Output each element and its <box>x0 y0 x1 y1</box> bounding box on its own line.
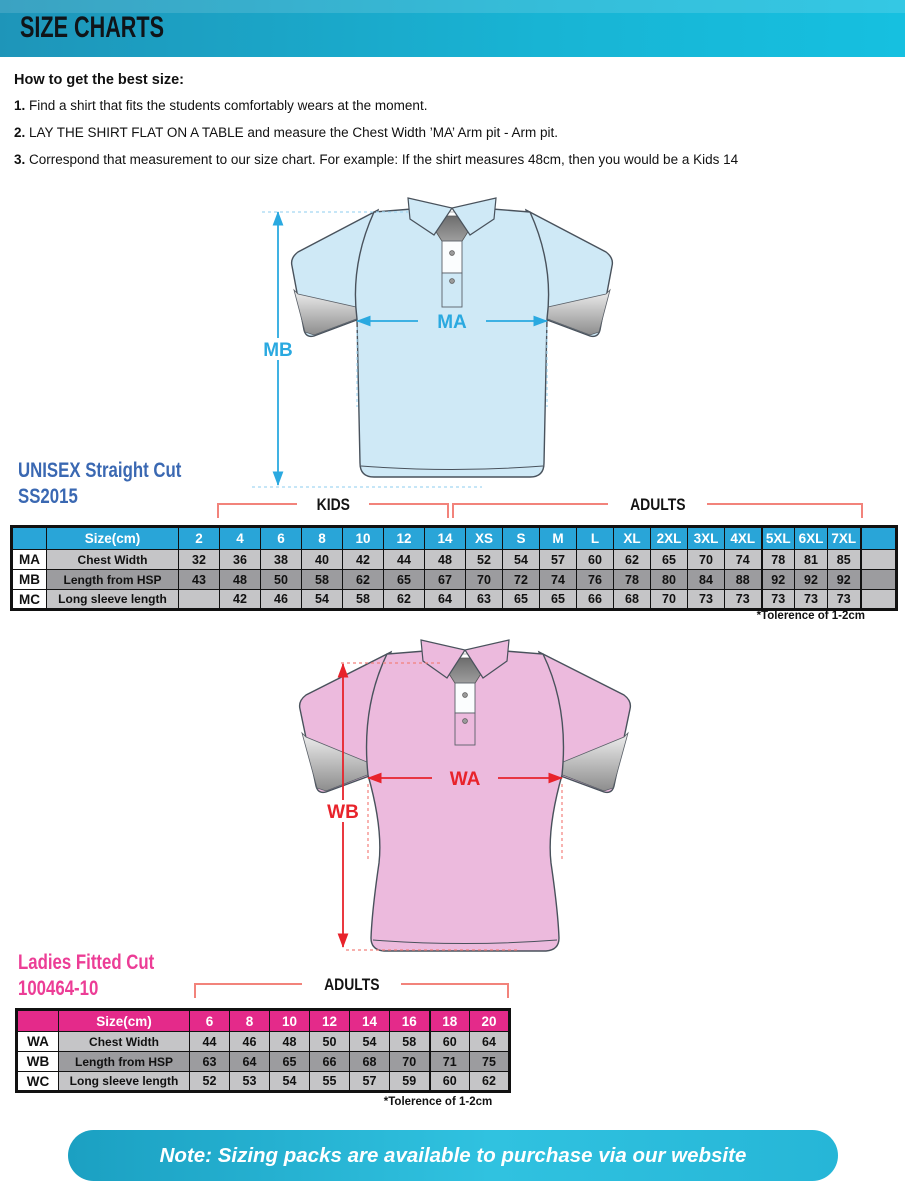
size-col-header: S <box>503 527 540 550</box>
value-cell: 52 <box>190 1072 230 1092</box>
instruction-step-2 <box>14 125 874 140</box>
table-row-WB <box>17 1052 510 1072</box>
value-cell: 59 <box>390 1072 430 1092</box>
table-row-WC <box>17 1072 510 1092</box>
value-cell: 50 <box>261 570 302 590</box>
button <box>450 279 455 284</box>
value-cell: 76 <box>577 570 614 590</box>
bracket-adults <box>452 495 863 518</box>
value-cell: 67 <box>425 570 466 590</box>
unisex-product-title <box>18 458 181 510</box>
step-text: LAY THE SHIRT FLAT ON A TABLE and measure the Chest Width ’MA’ Arm pit - Arm pit. <box>25 125 558 140</box>
value-cell: 63 <box>190 1052 230 1072</box>
chest-width-label: WA <box>449 769 481 790</box>
size-col-header: 7XL <box>828 527 861 550</box>
placket <box>442 241 462 273</box>
value-cell: 73 <box>828 590 861 610</box>
value-cell: 44 <box>190 1032 230 1052</box>
table-row-MA <box>12 550 897 570</box>
product-name: Ladies Fitted Cut <box>18 951 155 974</box>
row-key-cell: MA <box>12 550 47 570</box>
row-label-cell: Length from HSP <box>59 1052 190 1072</box>
button <box>450 251 455 256</box>
step-number: 3. <box>14 152 26 167</box>
row-label-cell: Chest Width <box>59 1032 190 1052</box>
row-key-cell: WA <box>17 1032 59 1052</box>
trailing-header-cell <box>861 527 897 550</box>
value-cell: 46 <box>230 1032 270 1052</box>
value-cell: 78 <box>762 550 795 570</box>
trailing-cell <box>861 590 897 610</box>
value-cell: 84 <box>688 570 725 590</box>
trailing-cell <box>861 550 897 570</box>
size-col-header: 5XL <box>762 527 795 550</box>
table-row-WA <box>17 1032 510 1052</box>
table-row-MC <box>12 590 897 610</box>
size-col-header: 2XL <box>651 527 688 550</box>
value-cell: 68 <box>614 590 651 610</box>
value-cell: 60 <box>577 550 614 570</box>
value-cell: 66 <box>577 590 614 610</box>
chest-width-label: MA <box>437 312 467 333</box>
value-cell: 48 <box>425 550 466 570</box>
size-col-header: 8 <box>230 1010 270 1032</box>
size-col-header: 2 <box>179 527 220 550</box>
value-cell: 70 <box>466 570 503 590</box>
product-code: SS2015 <box>18 485 78 508</box>
placket <box>455 683 475 713</box>
length-label: MB <box>263 340 293 361</box>
size-col-header: 12 <box>384 527 425 550</box>
value-cell: 74 <box>540 570 577 590</box>
button <box>463 693 468 698</box>
bracket-line <box>707 503 863 518</box>
value-cell: 58 <box>390 1032 430 1052</box>
value-cell: 72 <box>503 570 540 590</box>
size-col-header: 8 <box>302 527 343 550</box>
group-label-adults: ADULTS <box>629 495 686 514</box>
size-col-header: 20 <box>470 1010 510 1032</box>
value-cell: 62 <box>470 1072 510 1092</box>
size-col-header: L <box>577 527 614 550</box>
row-label-cell: Long sleeve length <box>59 1072 190 1092</box>
step-text: Correspond that measurement to our size chart. For example: If the shirt measures 48cm, then you would be a Kids 14 <box>25 152 739 167</box>
ladies-product-title <box>18 950 154 1002</box>
instructions <box>14 72 874 179</box>
value-cell: 73 <box>762 590 795 610</box>
value-cell: 57 <box>540 550 577 570</box>
value-cell: 60 <box>430 1032 470 1052</box>
row-key-cell: MC <box>12 590 47 610</box>
size-col-header: M <box>540 527 577 550</box>
table-row-MB <box>12 570 897 590</box>
instructions-heading: How to get the best size: <box>14 72 184 88</box>
value-cell: 64 <box>425 590 466 610</box>
value-cell: 44 <box>384 550 425 570</box>
value-cell: 38 <box>261 550 302 570</box>
value-cell: 70 <box>390 1052 430 1072</box>
size-col-header: 6 <box>190 1010 230 1032</box>
value-cell: 46 <box>261 590 302 610</box>
instruction-step-1 <box>14 98 874 113</box>
bracket-line <box>452 503 608 518</box>
bracket-adults-ladies <box>194 975 509 998</box>
value-cell: 64 <box>470 1032 510 1052</box>
footer-note-text: Note: Sizing packs are available to purchase via our website <box>159 1143 747 1167</box>
value-cell: 55 <box>310 1072 350 1092</box>
table-corner-cell <box>17 1010 59 1032</box>
value-cell: 65 <box>384 570 425 590</box>
size-col-header: 12 <box>310 1010 350 1032</box>
value-cell: 42 <box>220 590 261 610</box>
value-cell: 54 <box>350 1032 390 1052</box>
value-cell: 48 <box>220 570 261 590</box>
value-cell: 70 <box>651 590 688 610</box>
value-cell: 63 <box>466 590 503 610</box>
row-label-cell: Length from HSP <box>47 570 179 590</box>
group-label-adults: ADULTS <box>323 975 380 994</box>
size-col-header: XL <box>614 527 651 550</box>
value-cell: 48 <box>270 1032 310 1052</box>
value-cell: 65 <box>540 590 577 610</box>
size-col-header: 6 <box>261 527 302 550</box>
header-banner <box>0 0 905 57</box>
value-cell: 65 <box>503 590 540 610</box>
value-cell: 60 <box>430 1072 470 1092</box>
value-cell: 62 <box>384 590 425 610</box>
length-label: WB <box>327 802 359 823</box>
tolerance-note: *Tolerence of 1-2cm <box>383 1096 493 1108</box>
row-key-cell: MB <box>12 570 47 590</box>
table-corner-cell <box>12 527 47 550</box>
bracket-line <box>217 503 297 518</box>
row-label-cell: Chest Width <box>47 550 179 570</box>
value-cell: 73 <box>688 590 725 610</box>
size-col-header: 10 <box>270 1010 310 1032</box>
value-cell: 73 <box>795 590 828 610</box>
value-cell: 53 <box>230 1072 270 1092</box>
value-cell: 71 <box>430 1052 470 1072</box>
group-label-kids: KIDS <box>316 495 350 514</box>
value-cell <box>179 590 220 610</box>
value-cell: 52 <box>466 550 503 570</box>
bracket-line <box>194 983 302 998</box>
ladies-shirt-diagram <box>240 633 650 958</box>
value-cell: 58 <box>302 570 343 590</box>
row-key-cell: WC <box>17 1072 59 1092</box>
value-cell: 54 <box>270 1072 310 1092</box>
value-cell: 54 <box>503 550 540 570</box>
value-cell: 88 <box>725 570 762 590</box>
value-cell: 74 <box>725 550 762 570</box>
page-title: SIZE CHARTS <box>20 11 165 44</box>
value-cell: 92 <box>795 570 828 590</box>
footer-note-pill <box>68 1130 838 1181</box>
bracket-kids <box>217 495 449 518</box>
value-cell: 64 <box>230 1052 270 1072</box>
value-cell: 36 <box>220 550 261 570</box>
size-col-header: 4 <box>220 527 261 550</box>
value-cell: 62 <box>614 550 651 570</box>
value-cell: 42 <box>343 550 384 570</box>
size-col-header: 4XL <box>725 527 762 550</box>
unisex-shirt-diagram <box>240 195 650 495</box>
row-label-cell: Long sleeve length <box>47 590 179 610</box>
value-cell: 66 <box>310 1052 350 1072</box>
ladies-size-table <box>15 1008 511 1093</box>
unisex-size-table <box>10 525 898 611</box>
size-label-header: Size(cm) <box>47 527 179 550</box>
value-cell: 62 <box>343 570 384 590</box>
instruction-step-3 <box>14 152 874 167</box>
value-cell: 81 <box>795 550 828 570</box>
value-cell: 78 <box>614 570 651 590</box>
tolerance-note: *Tolerence of 1-2cm <box>756 610 865 622</box>
size-label-header: Size(cm) <box>59 1010 190 1032</box>
product-code: 100464-10 <box>18 977 99 1000</box>
value-cell: 43 <box>179 570 220 590</box>
value-cell: 40 <box>302 550 343 570</box>
size-col-header: 18 <box>430 1010 470 1032</box>
size-col-header: 14 <box>425 527 466 550</box>
value-cell: 54 <box>302 590 343 610</box>
value-cell: 85 <box>828 550 861 570</box>
step-text: Find a shirt that fits the students comfortably wears at the moment. <box>25 98 428 113</box>
size-col-header: 6XL <box>795 527 828 550</box>
value-cell: 50 <box>310 1032 350 1052</box>
size-col-header: 16 <box>390 1010 430 1032</box>
value-cell: 92 <box>828 570 861 590</box>
value-cell: 70 <box>688 550 725 570</box>
size-col-header: 3XL <box>688 527 725 550</box>
value-cell: 65 <box>651 550 688 570</box>
bracket-line <box>369 503 449 518</box>
value-cell: 58 <box>343 590 384 610</box>
size-col-header: 10 <box>343 527 384 550</box>
value-cell: 65 <box>270 1052 310 1072</box>
size-col-header: 14 <box>350 1010 390 1032</box>
value-cell: 32 <box>179 550 220 570</box>
step-number: 2. <box>14 125 26 140</box>
value-cell: 73 <box>725 590 762 610</box>
bracket-line <box>401 983 509 998</box>
product-name: UNISEX Straight Cut <box>18 459 182 482</box>
trailing-cell <box>861 570 897 590</box>
row-key-cell: WB <box>17 1052 59 1072</box>
value-cell: 57 <box>350 1072 390 1092</box>
value-cell: 92 <box>762 570 795 590</box>
value-cell: 68 <box>350 1052 390 1072</box>
step-number: 1. <box>14 98 26 113</box>
button <box>463 719 468 724</box>
value-cell: 75 <box>470 1052 510 1072</box>
size-col-header: XS <box>466 527 503 550</box>
value-cell: 80 <box>651 570 688 590</box>
